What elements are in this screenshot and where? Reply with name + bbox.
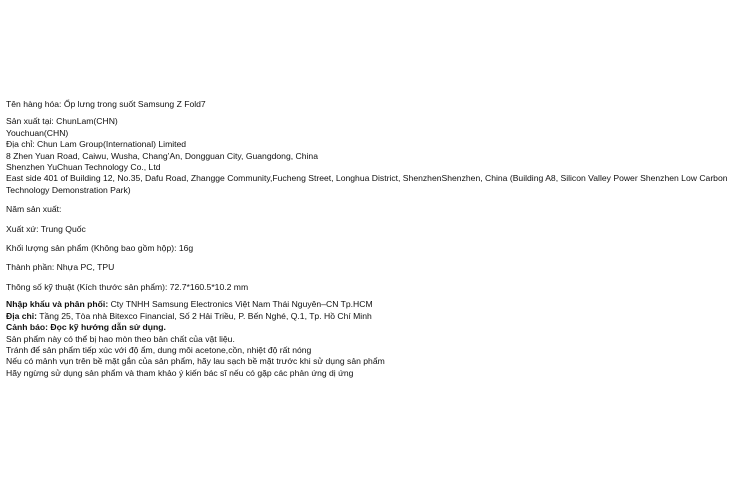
importer-line [6,299,746,310]
warning-line: Sản phẩm này có thể bị hao mòn theo bản chất của vật liệu. [6,333,235,344]
weight-line: Khối lượng sản phẩm (Không bao gồm hộp): 16g [6,243,194,254]
made-at-value-2: Youchuan(CHN) [6,127,69,138]
importer-label: Nhập khẩu và phân phối: [6,299,109,310]
warning-section [6,322,746,379]
warning-line: Nếu có mảnh vụn trên bề mặt gắn của sản phẩm, hãy lau sạch bề mặt trước khi sử dụng sản phẩm [6,356,385,367]
product-name-line: Tên hàng hóa: Ốp lưng trong suốt Samsung Z Fold7 [6,99,206,109]
production-year-line: Năm sản xuất: [6,204,62,215]
manufacturer-address-3: Shenzhen YuChuan Technology Co., Ltd [6,162,161,173]
made-at-line [6,116,746,127]
manufacturer-address-4: East side 401 of Building 12, No.35, Dafu Road, Zhangge Community,Fucheng Street, Longhua District, ShenzhenShenzhen, China (Building A8, Silicon Valley Power Shenzhen Low Carbon Technology Demonstration Park) [6,173,728,195]
importer-value: Cty TNHH Samsung Electronics Việt Nam Thái Nguyên–CN Tp.HCM [108,299,373,310]
warning-line: Tránh để sản phẩm tiếp xúc với độ ẩm, dung môi acetone,cồn, nhiệt độ rất nóng [6,344,312,355]
importer-address-label: Địa chỉ: [6,310,38,321]
importer-address-line [6,311,746,322]
warning-line: Hãy ngừng sử dụng sản phẩm và tham khảo ý kiến bác sĩ nếu có gặp các phản ứng dị ứng [6,367,354,378]
made-at-label: Sản xuất tại: [6,116,54,127]
product-label-document [6,99,746,379]
warning-title: Cảnh báo: Đọc kỹ hướng dẫn sử dụng. [6,322,166,333]
importer-address-value: Tầng 25, Tòa nhà Bitexco Financial, Số 2 Hải Triều, P. Bến Nghé, Q.1, Tp. Hồ Chí Minh [37,310,372,321]
origin-line: Xuất xứ: Trung Quốc [6,223,86,234]
material-line: Thành phần: Nhựa PC, TPU [6,262,115,273]
manufacturer-section [6,116,746,196]
made-at-value-1: ChunLam(CHN) [56,116,118,127]
manufacturer-address-1: Địa chỉ: Chun Lam Group(International) Limited [6,139,187,150]
specs-line: Thông số kỹ thuật (Kích thước sản phẩm): 72.7*160.5*10.2 mm [6,281,249,292]
importer-section [6,299,746,322]
manufacturer-address-2: 8 Zhen Yuan Road, Caiwu, Wusha, Chang’An, Dongguan City, Guangdong, China [6,150,318,161]
